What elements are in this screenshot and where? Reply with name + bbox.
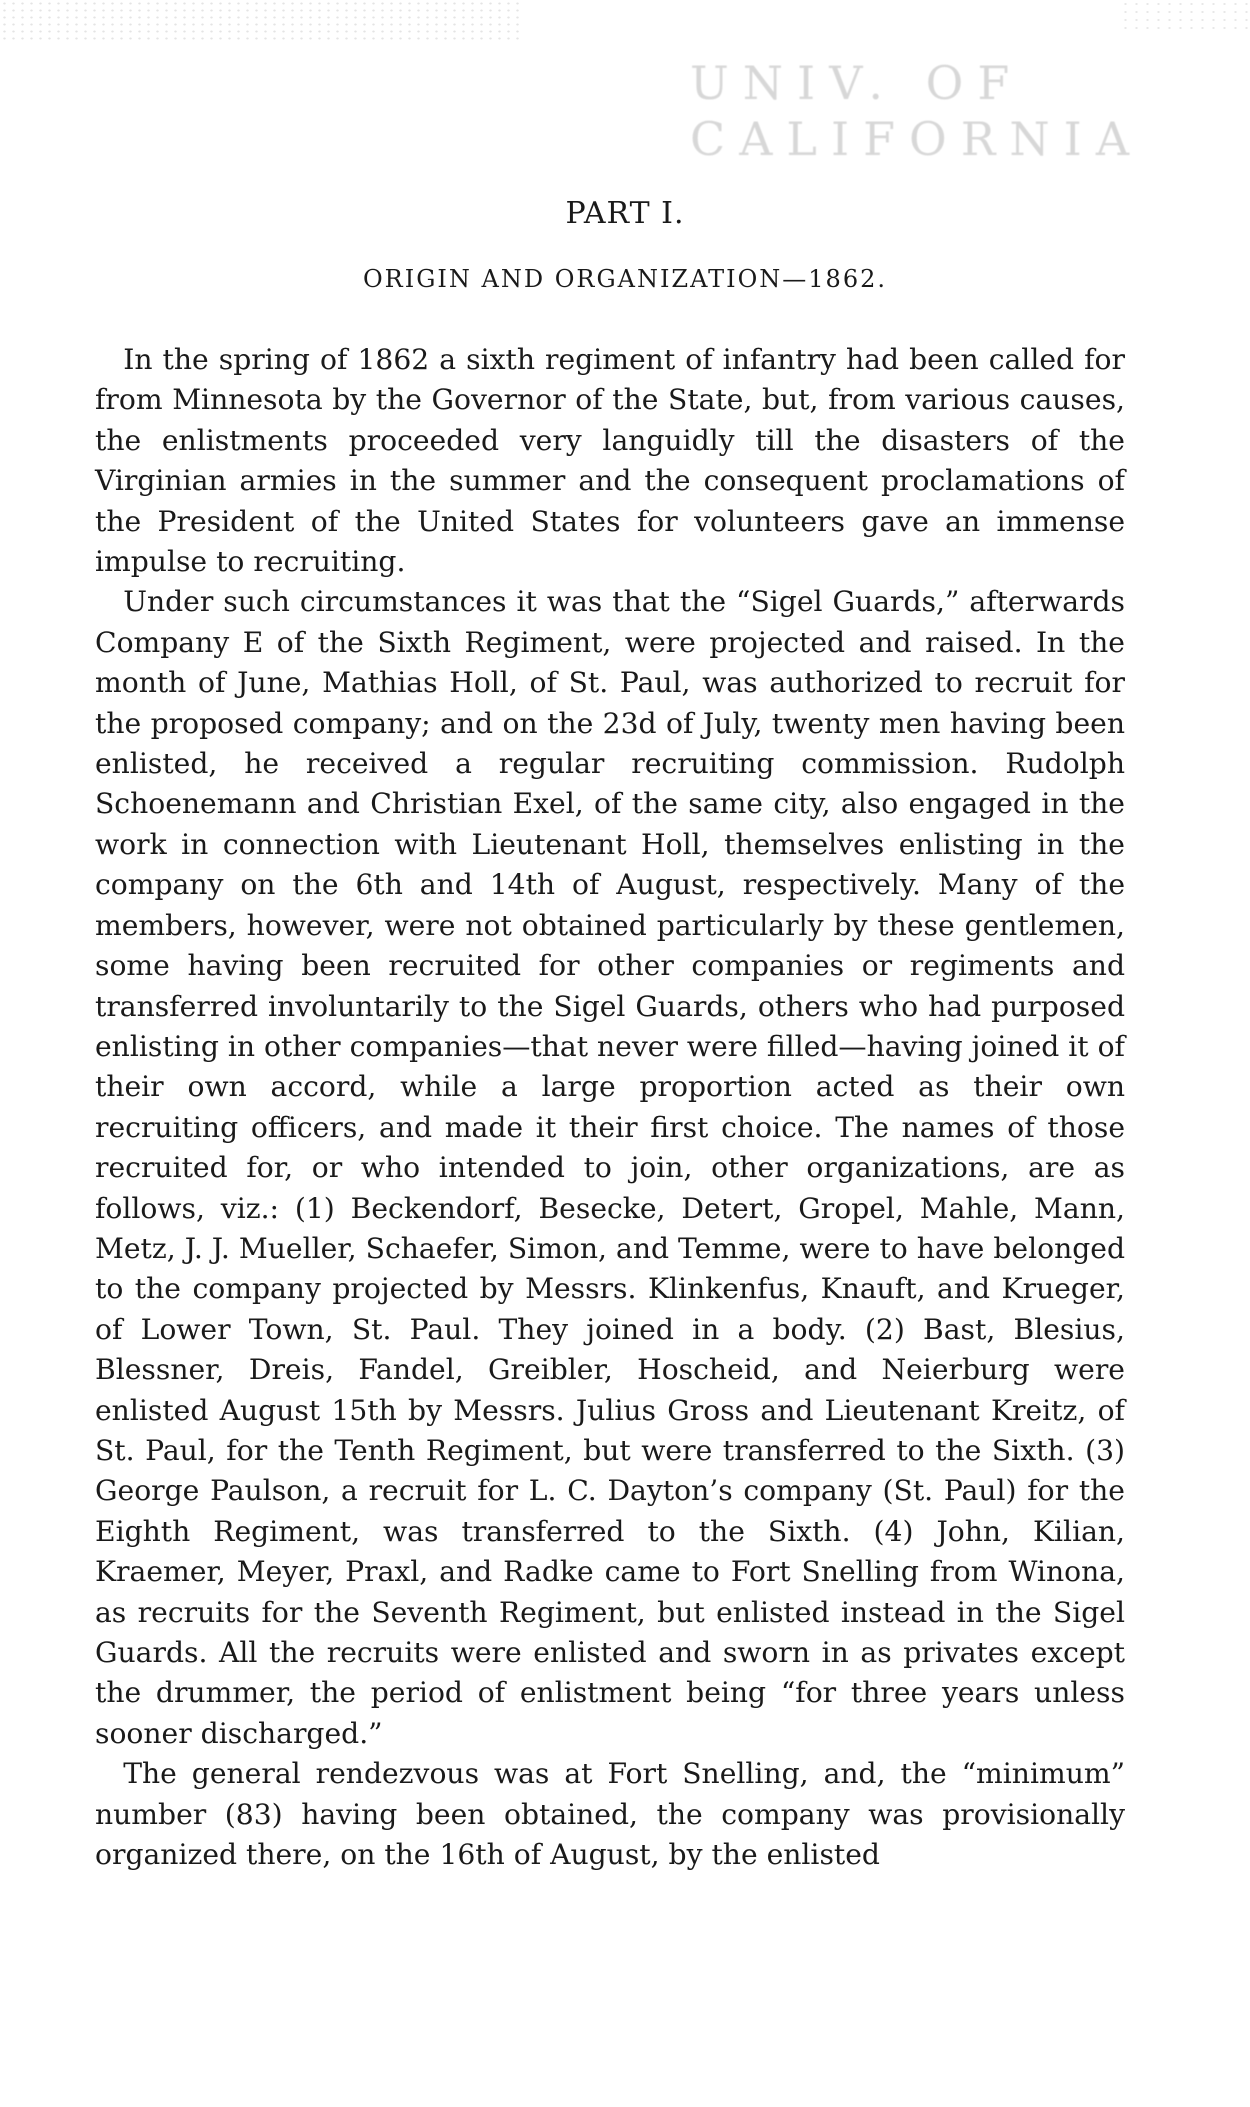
scan-speckle-top-right [1120,0,1250,30]
paragraph-3: The general rendezvous was at Fort Snelling, and, the “minimum” number (83) having been obtained, the company was provisionally organized there, on the 16th of August, by the enlisted [95,1757,1125,1872]
stamp-line-1: UNIV. OF [690,56,1024,110]
scan-speckle-top [0,0,520,40]
part-heading: PART I. [565,196,685,231]
body-text [95,340,1125,1875]
paragraph-2: Under such circumstances it was that the “Sigel Guards,” afterwards Company E of the Sixth Regiment, were projected and raised. In the month of June, Mathias Holl, of St. Paul, was authorized to recruit for the proposed company; and on the 23d of July, twenty men having been enlisted, he received a regular recruiting commission. Rudolph Schoenemann and Christian Exel, of the same city, also engaged in the work in connection with Lieutenant Holl, themselves enlisting in the company on the 6th and 14th of August, respectively. Many of the members, however, were not obtained particularly by these gentlemen, some having been recruited for other companies or regiments and transferred involuntarily to the Sigel Guards, others who had purposed enlisting in other companies—that never were filled—having joined it of their own accord, while a large proportion acted as their own recruiting officers, and made it their first choice. The names of those recruited for, or who intended to join, other organizations, are as follows, viz.: (1) Beckendorf, Besecke, Detert, Gropel, Mahle, Mann, Metz, J. J. Mueller, Schaefer, Simon, and Temme, were to have belonged to the company projected by Messrs. Klinkenfus, Knauft, and Krueger, of Lower Town, St. Paul. They joined in a body. (2) Bast, Blesius, Blessner, Dreis, Fandel, Greibler, Hoscheid, and Neierburg were enlisted August 15th by Messrs. Julius Gross and Lieutenant Kreitz, of St. Paul, for the Tenth Regiment, but were transferred to the Sixth. (3) George Paulson, a recruit for L. C. Dayton’s company (St. Paul) for the Eighth Regiment, was transferred to the Sixth. (4) John, Kilian, Kraemer, Meyer, Praxl, and Radke came to Fort Snelling from Winona, as recruits for the Seventh Regiment, but enlisted instead in the Sigel Guards. All the recruits were enlisted and sworn in as privates except the drummer, the period of enlistment being “for three years unless sooner discharged.” [95,585,1125,1750]
chapter-title: ORIGIN AND ORGANIZATION—1862. [362,265,887,293]
library-stamp [690,55,1144,175]
stamp-line-2: CALIFORNIA [690,112,1144,166]
paragraph-1: In the spring of 1862 a sixth regiment of infantry had been called for from Minnesota by the Governor of the State, but, from various causes, the enlistments proceeded very languidly till the disasters of the Virginian armies in the summer and the consequent proclamations of the President of the United States for volunteers gave an immense impulse to recruiting. [95,343,1125,579]
